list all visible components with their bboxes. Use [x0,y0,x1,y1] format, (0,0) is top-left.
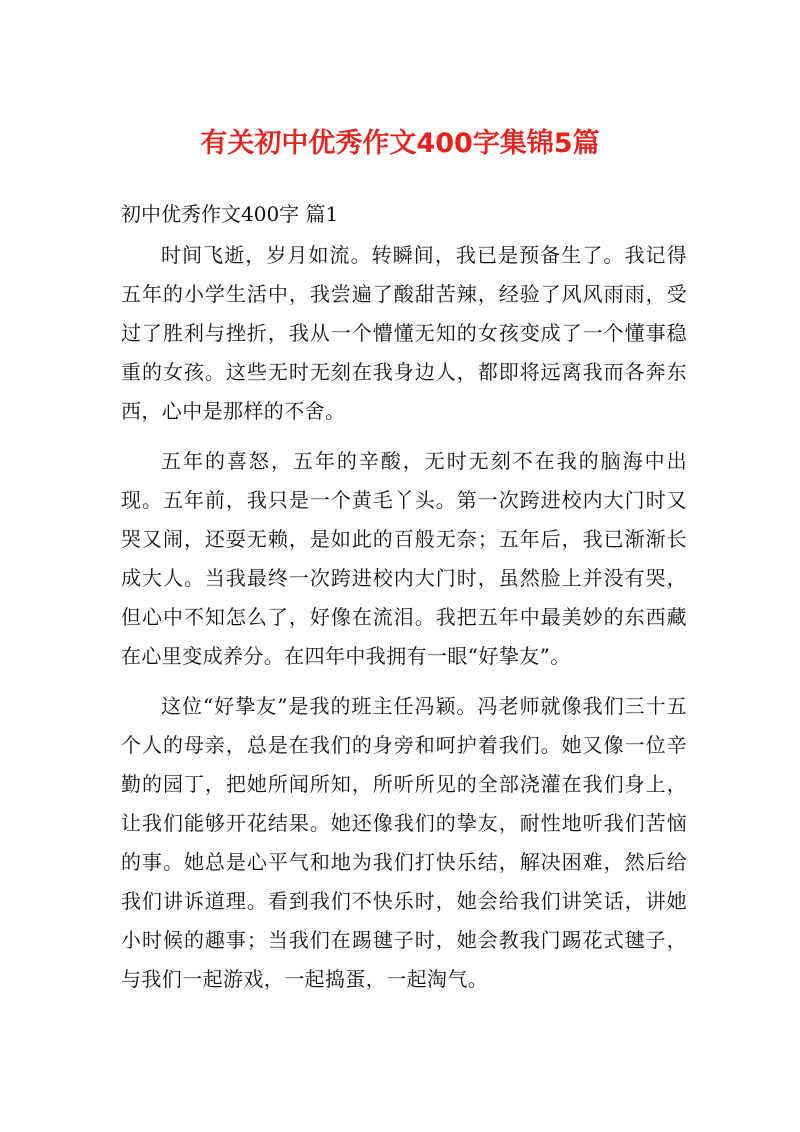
paragraph-1: 时间飞逝，岁月如流。转瞬间，我已是预备生了。我记得五年的小学生活中，我尝遍了酸甜苦辣，经验了风风雨雨，受过了胜利与挫折，我从一个懵懂无知的女孩变成了一个懂事稳重的女孩。这些无时无刻在我身边人，都即将远离我而各奔东西，心中是那样的不舍。 [121,243,687,423]
section-heading: 初中优秀作文400字 篇1 [121,202,339,226]
article-body [121,236,687,1010]
paragraph-3: 这位“好挚友”是我的班主任冯颖。冯老师就像我们三十五个人的母亲，总是在我们的身旁和呵护着我们。她又像一位辛勤的园丁，把她所闻所知，所听所见的全部浇灌在我们身上，让我们能够开花结果。她还像我们的挚友，耐性地听我们苦恼的事。她总是心平气和地为我们打快乐结，解决困难，然后给我们讲诉道理。看到我们不快乐时，她会给我们讲笑话，讲她小时候的趣事；当我们在踢毽子时，她会教我门踢花式毽子，与我们一起游戏，一起捣蛋，一起淘气。 [121,694,687,991]
document-title: 有关初中优秀作文400字集锦5篇 [200,128,600,159]
paragraph-2: 五年的喜怒，五年的辛酸，无时无刻不在我的脑海中出现。五年前，我只是一个黄毛丫头。第一次跨进校内大门时又哭又闹，还耍无赖，是如此的百般无奈；五年后，我已渐渐长成大人。当我最终一次跨进校内大门时，虽然脸上并没有哭，但心中不知怎么了，好像在流泪。我把五年中最美妙的东西藏在心里变成养分。在四年中我拥有一眼“好挚友”。 [121,449,687,668]
